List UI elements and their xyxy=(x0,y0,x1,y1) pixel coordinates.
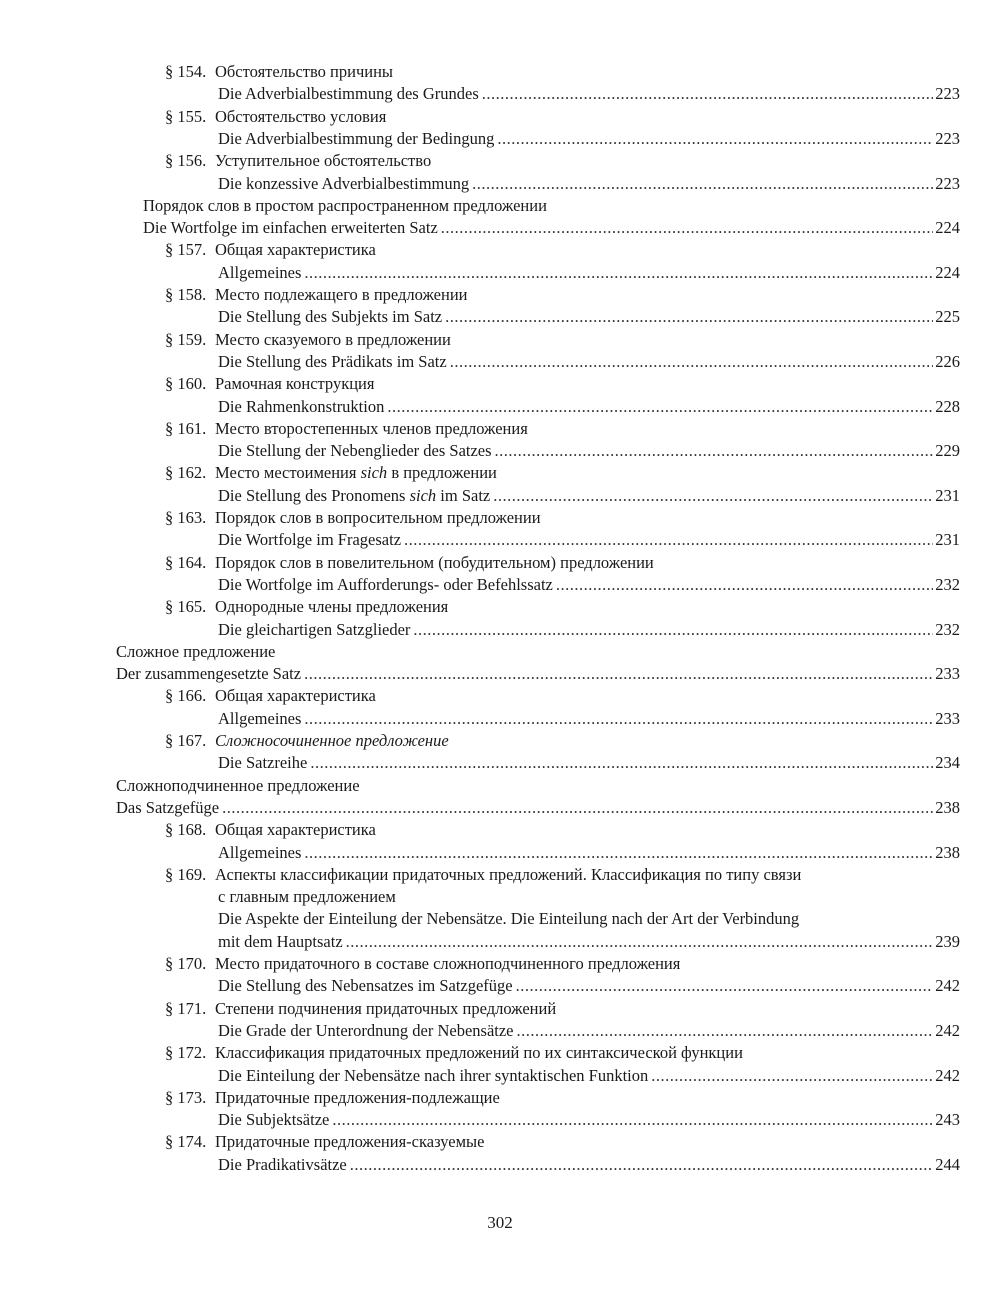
toc-section-title xyxy=(165,284,468,306)
section-number: § 174. xyxy=(165,1132,207,1152)
toc-entry-text xyxy=(165,107,386,126)
toc-section-title xyxy=(165,1131,484,1153)
toc-entry-label: Рамочная конструкция xyxy=(215,374,375,394)
toc-entry-text xyxy=(116,776,360,795)
toc-entry-label: mit dem Hauptsatz xyxy=(218,931,343,951)
toc-entry-label: Die Stellung des Prädikats im Satz xyxy=(218,351,447,371)
toc-entry-text xyxy=(165,686,376,705)
section-number: § 164. xyxy=(165,552,207,572)
toc-entry-text xyxy=(165,240,376,259)
toc-section-title xyxy=(165,61,393,83)
toc-page-number: 231 xyxy=(935,485,960,505)
toc-page-number: 233 xyxy=(935,708,960,728)
toc-entry-label: Der zusammengesetzte Satz xyxy=(116,664,302,684)
toc-entry-text xyxy=(165,330,451,349)
section-number: § 160. xyxy=(165,374,207,394)
toc-section-title xyxy=(165,1042,743,1064)
dot-leader xyxy=(350,1154,934,1176)
toc-entry-text xyxy=(218,440,492,462)
toc-entry-text xyxy=(218,909,799,928)
toc-entry-label: Das Satzgefüge xyxy=(116,797,220,817)
toc-entry xyxy=(218,306,960,328)
toc-section-title xyxy=(165,819,376,841)
toc-page-number: 223 xyxy=(935,128,960,148)
toc-page-number: 228 xyxy=(935,396,960,416)
toc-entry-label: Аспекты классификации придаточных предложений. Классификация по типу связи xyxy=(215,864,802,884)
toc-entry-text xyxy=(165,731,449,750)
section-number: § 172. xyxy=(165,1043,207,1063)
toc-heading xyxy=(116,641,275,663)
toc-entry-label: с главным предложением xyxy=(218,887,396,907)
toc-entry-text xyxy=(218,752,307,774)
toc-section-title xyxy=(165,596,448,618)
toc-section-title xyxy=(165,730,449,752)
toc-page-number: 234 xyxy=(935,753,960,773)
section-number: § 173. xyxy=(165,1087,207,1107)
toc-entry-label: Die Einteilung der Nebensätze nach ihrer syntaktischen Funktion xyxy=(218,1065,649,1085)
toc-page-number: 242 xyxy=(935,1020,960,1040)
toc-entry-label: Die Adverbialbestimmung des Grundes xyxy=(218,84,479,104)
toc-entry xyxy=(218,752,960,774)
toc-section-title xyxy=(165,685,376,707)
section-number: § 155. xyxy=(165,106,207,126)
toc-entry-text xyxy=(165,1088,500,1107)
toc-entry-text xyxy=(165,151,431,170)
toc-page-number: 239 xyxy=(935,931,960,951)
toc-entry-label: Die Rahmenkonstruktion xyxy=(218,396,385,416)
toc-entry-text xyxy=(165,1043,743,1062)
toc-entry xyxy=(218,1020,960,1042)
toc-entry xyxy=(218,128,960,150)
toc-entry-text xyxy=(218,1154,347,1176)
toc-entry-label: Придаточные предложения-сказуемые xyxy=(215,1132,485,1152)
toc-page-number: 238 xyxy=(935,842,960,862)
toc-entry-label: Die Wortfolge im Aufforderungs- oder Befehlssatz xyxy=(218,574,553,594)
toc-page-number: 224 xyxy=(935,262,960,282)
toc-page-number: 242 xyxy=(935,1065,960,1085)
toc-entry-text xyxy=(218,173,469,195)
toc-entry xyxy=(218,975,960,997)
toc-entry-text xyxy=(116,797,219,819)
toc-section-title xyxy=(165,329,451,351)
section-number: § 158. xyxy=(165,285,207,304)
toc-page-number: 226 xyxy=(935,351,960,371)
toc-heading xyxy=(218,908,799,930)
toc-entry-label: Сложноподчиненное предложение xyxy=(116,775,360,795)
toc-entry-label: Die gleichartigen Satzglieder xyxy=(218,619,411,639)
toc-page-number: 242 xyxy=(935,976,960,996)
toc-page-number: 223 xyxy=(935,84,960,104)
toc-entry-text xyxy=(165,553,654,572)
section-number: § 170. xyxy=(165,954,207,973)
dot-leader xyxy=(404,529,933,551)
toc-section-title xyxy=(165,106,386,128)
toc-entry xyxy=(218,931,960,953)
toc-entry-label: Однородные члены предложения xyxy=(215,597,449,617)
toc-entry-label: Порядок слов в вопросительном предложении xyxy=(215,508,541,527)
section-number: § 168. xyxy=(165,820,207,840)
toc-entry-label: Общая характеристика xyxy=(215,240,376,260)
section-number: § 169. xyxy=(165,864,207,884)
toc-entry-label: Die Aspekte der Einteilung der Nebensätze. Die Einteilung nach der Art der Verbindung xyxy=(218,909,800,929)
dot-leader xyxy=(304,262,933,284)
toc-entry-label: Общая характеристика xyxy=(215,820,376,840)
toc-page-number: 233 xyxy=(935,664,960,684)
section-number: § 165. xyxy=(165,597,207,617)
toc-page-number: 238 xyxy=(935,797,960,817)
toc-entry-text xyxy=(165,62,393,81)
dot-leader xyxy=(472,173,933,195)
toc-page-number: 223 xyxy=(935,173,960,193)
dot-leader xyxy=(413,619,933,641)
toc-entry-label: Die Subjektsätze xyxy=(218,1110,330,1130)
toc-entry-italic: sich xyxy=(409,485,437,505)
toc-entry-text xyxy=(218,1020,514,1042)
toc-entry-text xyxy=(218,574,553,596)
toc-entry-label: Придаточные предложения-подлежащие xyxy=(215,1087,500,1107)
toc-entry xyxy=(218,708,960,730)
dot-leader xyxy=(304,663,933,685)
toc-entry-text xyxy=(165,508,541,527)
toc-entry-text xyxy=(218,83,479,105)
toc-section-title xyxy=(165,1087,500,1109)
toc-entry xyxy=(218,83,960,105)
toc-entry-text xyxy=(143,217,438,239)
toc-section-title xyxy=(165,507,541,529)
toc-entry xyxy=(218,842,960,864)
toc-entry-label-tail: в предложении xyxy=(391,463,497,483)
toc-heading xyxy=(116,775,360,797)
dot-leader xyxy=(304,842,933,864)
section-number: § 171. xyxy=(165,998,207,1018)
toc-entry-text xyxy=(143,196,547,215)
toc-entry-text xyxy=(165,999,556,1018)
dot-leader xyxy=(304,708,933,730)
toc-entry-label: Классификация придаточных предложений по их синтаксической функции xyxy=(215,1043,743,1063)
toc-entry-label: Allgemeines xyxy=(218,842,302,862)
toc-entry-label: Уступительное обстоятельство xyxy=(215,151,432,171)
toc-entry-label: Die konzessive Adverbialbestimmung xyxy=(218,173,470,193)
toc-entry-label: Allgemeines xyxy=(218,262,302,282)
toc-entry-label: Die Wortfolge im Fragesatz xyxy=(218,530,402,550)
toc-entry-text xyxy=(165,597,448,616)
toc-page-number: 225 xyxy=(935,307,960,327)
section-number: § 156. xyxy=(165,151,207,171)
toc-entry-label: Die Stellung des Pronomens xyxy=(218,485,406,505)
toc-entry xyxy=(218,574,960,596)
toc-heading xyxy=(143,195,547,217)
toc-entry-text xyxy=(165,374,374,393)
toc-entry-label: Allgemeines xyxy=(218,708,302,728)
toc-entry-text xyxy=(116,642,275,661)
toc-entry xyxy=(218,262,960,284)
toc-section-title xyxy=(165,418,528,440)
toc-entry-text xyxy=(165,463,497,482)
toc-entry xyxy=(218,1065,960,1087)
dot-leader xyxy=(495,440,934,462)
toc-entry xyxy=(218,529,960,551)
toc-entry-label: Die Grade der Unterordnung der Nebensätze xyxy=(218,1020,514,1040)
section-number: § 162. xyxy=(165,463,207,483)
dot-leader xyxy=(651,1065,933,1087)
section-number: § 163. xyxy=(165,508,207,527)
dot-leader xyxy=(450,351,934,373)
toc-entry xyxy=(116,663,960,685)
dot-leader xyxy=(346,931,934,953)
section-number: § 167. xyxy=(165,731,207,750)
toc-page-number: 231 xyxy=(935,530,960,550)
dot-leader xyxy=(332,1109,933,1131)
toc-entry-label: Обстоятельство причины xyxy=(215,62,393,81)
toc-entry-text xyxy=(218,887,396,906)
toc-entry-text xyxy=(218,1065,648,1087)
toc-entry-label: Место местоимения xyxy=(215,463,357,483)
toc-section-title xyxy=(165,998,556,1020)
toc-entry-text xyxy=(218,396,384,418)
dot-leader xyxy=(516,975,934,997)
dot-leader xyxy=(441,217,933,239)
toc-page-number: 243 xyxy=(935,1110,960,1130)
toc-page-number: 232 xyxy=(935,619,960,639)
toc-entry-text xyxy=(218,262,301,284)
toc-heading xyxy=(218,886,396,908)
toc-entry-label: Место придаточного в составе сложноподчиненного предложения xyxy=(215,954,681,973)
dot-leader xyxy=(497,128,933,150)
toc-entry-text xyxy=(218,842,301,864)
dot-leader xyxy=(517,1020,934,1042)
toc-entry-text xyxy=(218,529,401,551)
toc-section-title xyxy=(165,239,376,261)
toc-entry-label: Место сказуемого в предложении xyxy=(215,329,451,349)
toc-entry-text xyxy=(218,306,442,328)
section-number: § 157. xyxy=(165,240,207,260)
toc-section-title xyxy=(165,462,497,484)
toc-entry-label: Порядок слов в простом распространенном предложении xyxy=(143,195,547,215)
toc-entry xyxy=(218,1109,960,1131)
section-number: § 166. xyxy=(165,686,207,706)
dot-leader xyxy=(387,396,933,418)
toc-entry-label: Обстоятельство условия xyxy=(215,106,387,126)
toc-entry-label: Место подлежащего в предложении xyxy=(215,285,468,304)
toc-section-title xyxy=(165,953,680,975)
toc-entry xyxy=(218,485,960,507)
toc-entry-text xyxy=(165,954,680,973)
section-number: § 154. xyxy=(165,62,207,81)
toc-entry xyxy=(116,797,960,819)
toc-entry-label: Место второстепенных членов предложения xyxy=(215,418,528,438)
toc-entry-text xyxy=(218,128,494,150)
toc-entry-label: Die Stellung der Nebenglieder des Satzes xyxy=(218,441,492,461)
dot-leader xyxy=(222,797,933,819)
toc-entry-text xyxy=(116,663,301,685)
toc-entry-text xyxy=(218,975,513,997)
toc-page-number: 224 xyxy=(935,218,960,238)
toc-entry-text xyxy=(218,931,343,953)
toc-page-number: 244 xyxy=(935,1154,960,1174)
toc-entry-text xyxy=(218,708,301,730)
dot-leader xyxy=(445,306,933,328)
toc-section-title xyxy=(165,373,374,395)
toc-entry xyxy=(218,619,960,641)
toc-entry-label-tail: im Satz xyxy=(440,485,491,505)
toc-entry-text xyxy=(218,485,490,507)
toc-entry-label: Общая характеристика xyxy=(215,686,376,706)
dot-leader xyxy=(556,574,933,596)
page-number: 302 xyxy=(487,1213,513,1232)
toc-entry-label: Сложное предложение xyxy=(116,641,276,661)
toc-entry-label: Die Stellung des Nebensatzes im Satzgefüge xyxy=(218,976,513,996)
toc-entry xyxy=(218,396,960,418)
dot-leader xyxy=(310,752,933,774)
dot-leader xyxy=(482,83,934,105)
toc-entry-label: Die Adverbialbestimmung der Bedingung xyxy=(218,128,495,148)
toc-entry-label: Die Wortfolge im einfachen erweiterten Satz xyxy=(143,218,438,238)
toc-entry xyxy=(218,440,960,462)
toc-section-title xyxy=(165,150,431,172)
toc-page-number: 232 xyxy=(935,574,960,594)
section-number: § 159. xyxy=(165,329,207,349)
toc-entry-text xyxy=(218,619,410,641)
toc-entry-text xyxy=(165,820,376,839)
toc-entry-text xyxy=(218,351,447,373)
toc-entry-text xyxy=(165,865,801,884)
toc-entry xyxy=(218,1154,960,1176)
toc-entry-text xyxy=(165,419,528,438)
toc-section-title xyxy=(165,864,801,886)
toc-entry-text xyxy=(165,1132,484,1151)
toc-entry-label: Степени подчинения придаточных предложений xyxy=(215,998,557,1018)
toc-entry xyxy=(218,173,960,195)
toc-entry-text xyxy=(218,1109,329,1131)
toc-entry-italic: sich xyxy=(360,463,388,483)
toc-entry xyxy=(143,217,960,239)
toc-page-number: 229 xyxy=(935,441,960,461)
dot-leader xyxy=(493,485,933,507)
toc-entry-text xyxy=(165,285,468,304)
toc-entry-label: Сложносочиненное предложение xyxy=(215,731,449,750)
toc-entry-label: Die Satzreihe xyxy=(218,753,308,773)
section-number: § 161. xyxy=(165,418,207,438)
toc-entry xyxy=(218,351,960,373)
toc-entry-label: Порядок слов в повелительном (побудительном) предложении xyxy=(215,552,654,572)
toc-entry-label: Die Stellung des Subjekts im Satz xyxy=(218,307,443,327)
toc-section-title xyxy=(165,552,654,574)
toc-entry-label: Die Pradikativsätze xyxy=(218,1154,347,1174)
